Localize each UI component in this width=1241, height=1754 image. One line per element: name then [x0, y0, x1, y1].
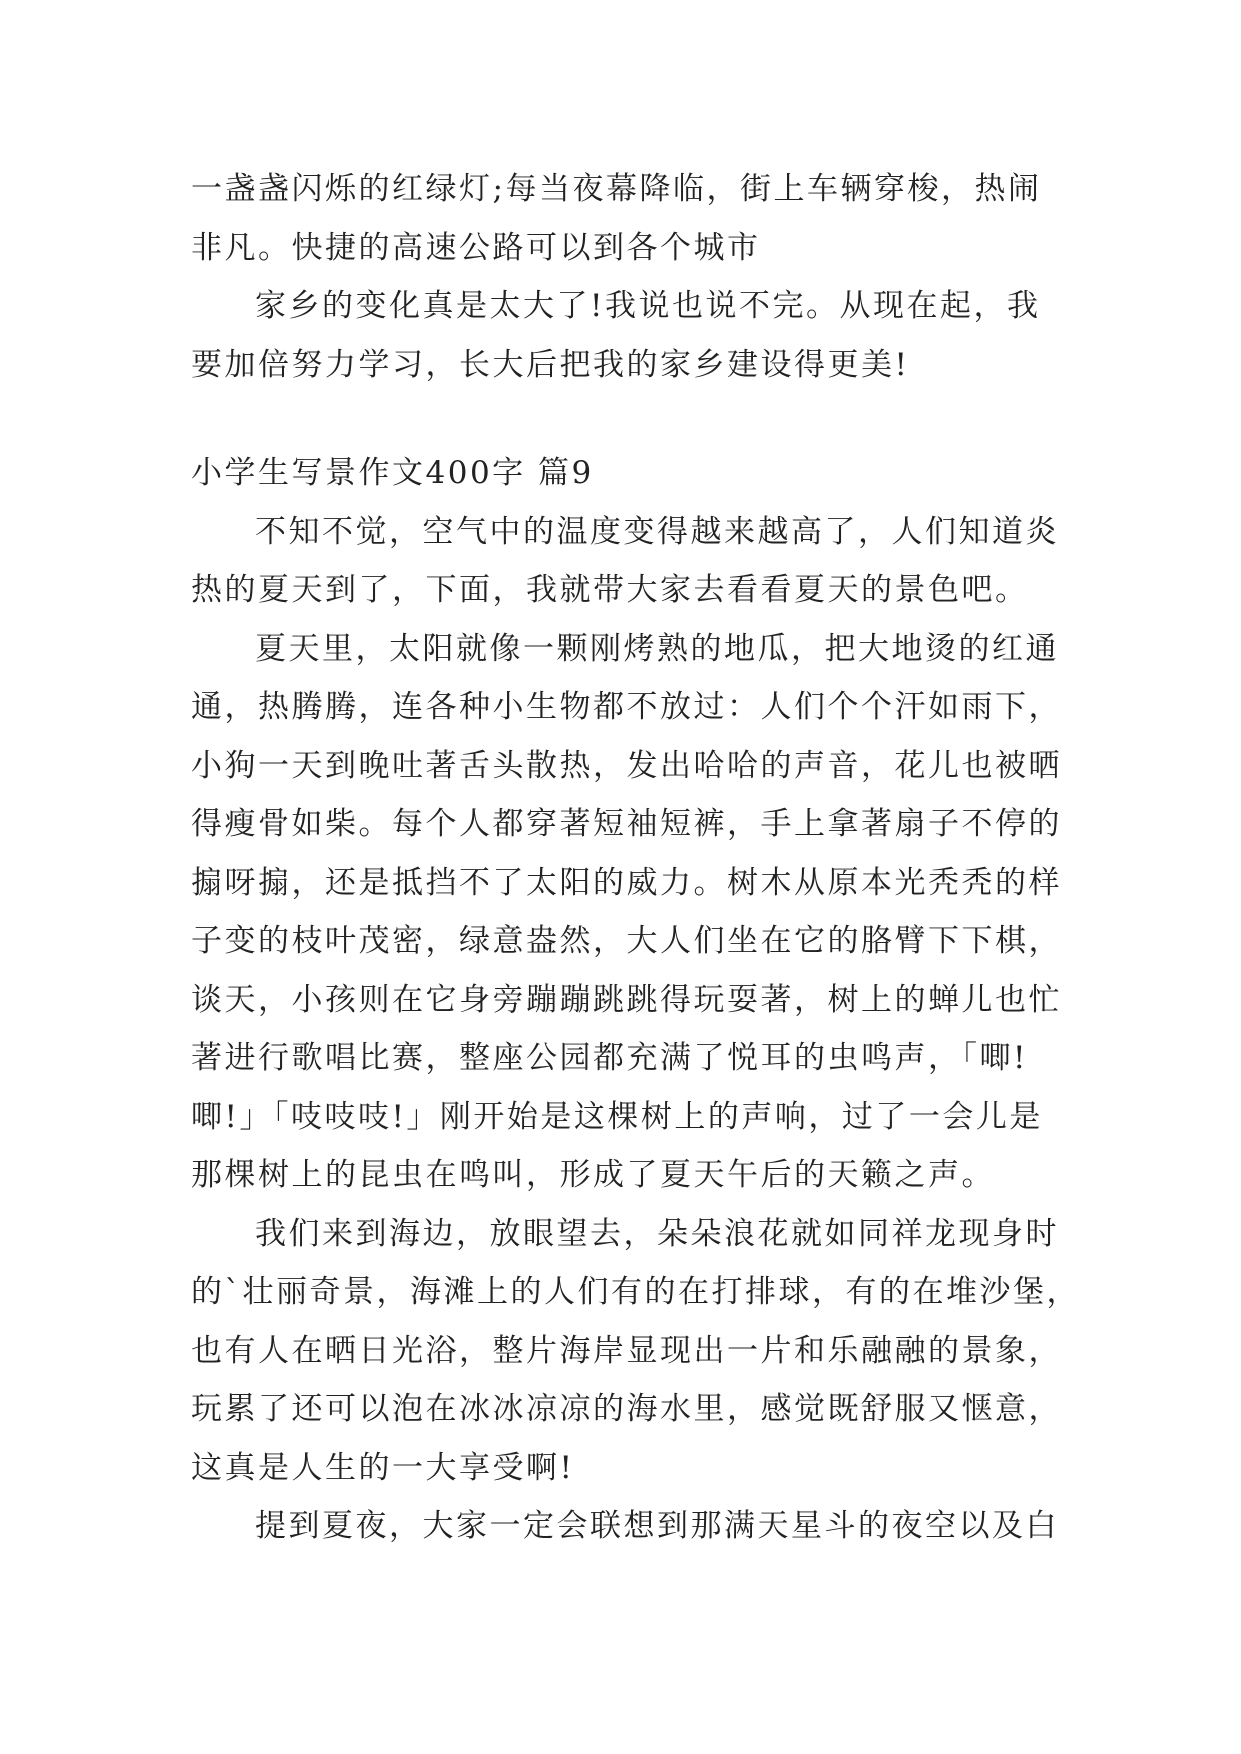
- text-line: 著进行歌唱比赛，整座公园都充满了悦耳的虫鸣声，「唧!: [191, 1040, 1028, 1076]
- paragraph-first-line: 不知不觉，空气中的温度变得越来越高了，人们知道炎: [255, 513, 1059, 550]
- text-line: 小狗一天到晚吐著舌头散热，发出哈哈的声音，花儿也被晒: [191, 747, 1062, 784]
- text-line: 一盏盏闪烁的红绿灯;每当夜幕降临，街上车辆穿梭，热闹: [191, 171, 1042, 207]
- text-line: 子变的枝叶茂密，绿意盎然，大人们坐在它的胳臂下下棋，: [191, 923, 1062, 959]
- paragraph-first-line: 我们来到海边，放眼望去，朵朵浪花就如同祥龙现身时: [255, 1215, 1059, 1252]
- text-line: 玩累了还可以泡在冰冰凉凉的海水里，感觉既舒服又惬意，: [191, 1391, 1062, 1427]
- section-spacer: [191, 394, 1071, 444]
- document-body: [191, 160, 1080, 1556]
- paragraph-first-line: 夏天里，太阳就像一颗刚烤熟的地瓜，把大地烫的红通: [255, 630, 1059, 667]
- text-line: 非凡。快捷的高速公路可以到各个城市: [191, 229, 761, 266]
- text-line: 的`壮丽奇景，海滩上的人们有的在打排球，有的在堆沙堡，: [191, 1274, 1080, 1310]
- text-line: 得瘦骨如柴。每个人都穿著短袖短裤，手上拿著扇子不停的: [191, 806, 1062, 842]
- paragraph-first-line: 提到夏夜，大家一定会联想到那满天星斗的夜空以及白: [255, 1508, 1059, 1544]
- text-line: 搧呀搧，还是抵挡不了太阳的威力。树木从原本光秃秃的样: [191, 864, 1062, 901]
- text-line: 通，热腾腾，连各种小生物都不放过：人们个个汗如雨下，: [191, 689, 1062, 725]
- text-line: 热的夏天到了，下面，我就带大家去看看夏天的景色吧。: [191, 572, 1029, 608]
- text-line: 唧!」「吱吱吱!」刚开始是这棵树上的声响，过了一会儿是: [191, 1098, 1043, 1135]
- section-title: 小学生写景作文400字 篇9: [191, 455, 594, 491]
- text-line: 谈天，小孩则在它身旁蹦蹦跳跳得玩耍著，树上的蝉儿也忙: [191, 981, 1062, 1018]
- text-line: 这真是人生的一大享受啊!: [191, 1449, 575, 1486]
- text-line: 要加倍努力学习，长大后把我的家乡建设得更美!: [191, 346, 910, 383]
- text-line: 也有人在晒日光浴，整片海岸显现出一片和乐融融的景象，: [191, 1332, 1062, 1369]
- text-line: 那棵树上的昆虫在鸣叫，形成了夏天午后的天籁之声。: [191, 1157, 995, 1193]
- paragraph-first-line: 家乡的变化真是太大了!我说也说不完。从现在起，我: [255, 288, 1041, 324]
